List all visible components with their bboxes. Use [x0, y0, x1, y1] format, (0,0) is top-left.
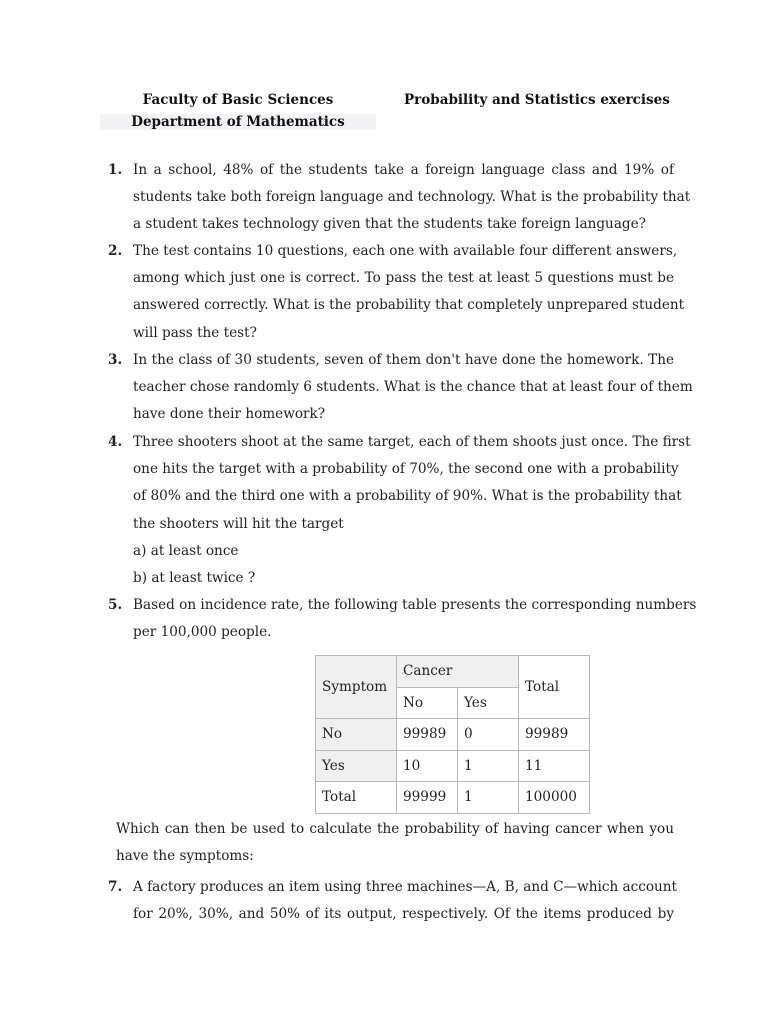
question-number: 3. — [108, 352, 123, 368]
text-line: will pass the test? — [133, 324, 257, 341]
table-cell: 1 — [458, 782, 519, 814]
text-line: among which just one is correct. To pass the test at least 5 questions must be — [133, 270, 674, 287]
question-text — [133, 874, 678, 928]
table-cell: 99999 — [397, 782, 458, 814]
text-line: a) at least once — [133, 542, 239, 559]
table-cell: 100000 — [519, 782, 590, 814]
text-line: have the symptoms: — [116, 848, 254, 865]
question-number: 2. — [108, 243, 123, 259]
table-cell: 11 — [519, 750, 590, 782]
text-line: A factory produces an item using three machines—A, B, and C—which account — [133, 879, 678, 895]
table-row — [316, 719, 590, 751]
text-line: for 20%, 30%, and 50% of its output, respectively. Of the items produced by — [133, 906, 674, 923]
row-label-cell: No — [316, 719, 397, 751]
table-row — [316, 782, 590, 814]
question-text — [133, 592, 697, 646]
table-cell: 10 — [397, 750, 458, 782]
cancer-symptom-table — [315, 655, 590, 814]
text-line: Three shooters shoot at the same target, each of them shoots just once. The first — [133, 434, 691, 450]
question-text — [133, 157, 691, 239]
table-cell: 99989 — [397, 719, 458, 751]
text-line: a student takes technology given that the students take foreign language? — [133, 216, 646, 233]
text-line: have done their homework? — [133, 406, 326, 423]
faculty-heading: Faculty of Basic Sciences — [142, 92, 334, 108]
question-text — [133, 429, 691, 592]
text-line: In the class of 30 students, seven of them don't have done the homework. The — [133, 352, 674, 368]
cancer-no-header-cell: No — [397, 687, 458, 719]
text-line: Based on incidence rate, the following table presents the corresponding numbers — [133, 597, 697, 613]
text-line: one hits the target with a probability of 70%, the second one with a probability — [133, 461, 679, 478]
table-cell: 0 — [458, 719, 519, 751]
question-number: 1. — [108, 162, 123, 178]
symptom-header-cell: Symptom — [316, 656, 397, 719]
cancer-header-cell: Cancer — [397, 656, 519, 688]
table-cell: 99989 — [519, 719, 590, 751]
text-line: teacher chose randomly 6 students. What is the chance that at least four of them — [133, 379, 693, 396]
text-line: In a school, 48% of the students take a foreign language class and 19% of — [133, 162, 674, 178]
text-line: per 100,000 people. — [133, 624, 272, 641]
text-line: answered correctly. What is the probability that completely unprepared student — [133, 297, 685, 314]
total-header-cell: Total — [519, 656, 590, 719]
text-line: of 80% and the third one with a probability of 90%. What is the probability that — [133, 488, 682, 505]
question-number: 5. — [108, 597, 123, 613]
text-line: The test contains 10 questions, each one with available four different answers, — [133, 243, 678, 259]
table-row — [316, 750, 590, 782]
question-text — [133, 347, 693, 429]
table-cell: 1 — [458, 750, 519, 782]
question-number: 7. — [108, 879, 123, 895]
row-label-cell: Total — [316, 782, 397, 814]
question-text — [133, 238, 685, 347]
text-line: students take both foreign language and technology. What is the probability that — [133, 189, 691, 206]
text-line: the shooters will hit the target — [133, 515, 344, 532]
question-number: 4. — [108, 434, 123, 450]
exercises-title: Probability and Statistics exercises — [404, 92, 670, 108]
row-label-cell: Yes — [316, 750, 397, 782]
department-heading: Department of Mathematics — [100, 114, 376, 130]
text-line: b) at least twice ? — [133, 569, 256, 586]
table-followup-paragraph — [116, 816, 674, 870]
cancer-yes-header-cell: Yes — [458, 687, 519, 719]
text-line: Which can then be used to calculate the probability of having cancer when you — [116, 821, 674, 837]
